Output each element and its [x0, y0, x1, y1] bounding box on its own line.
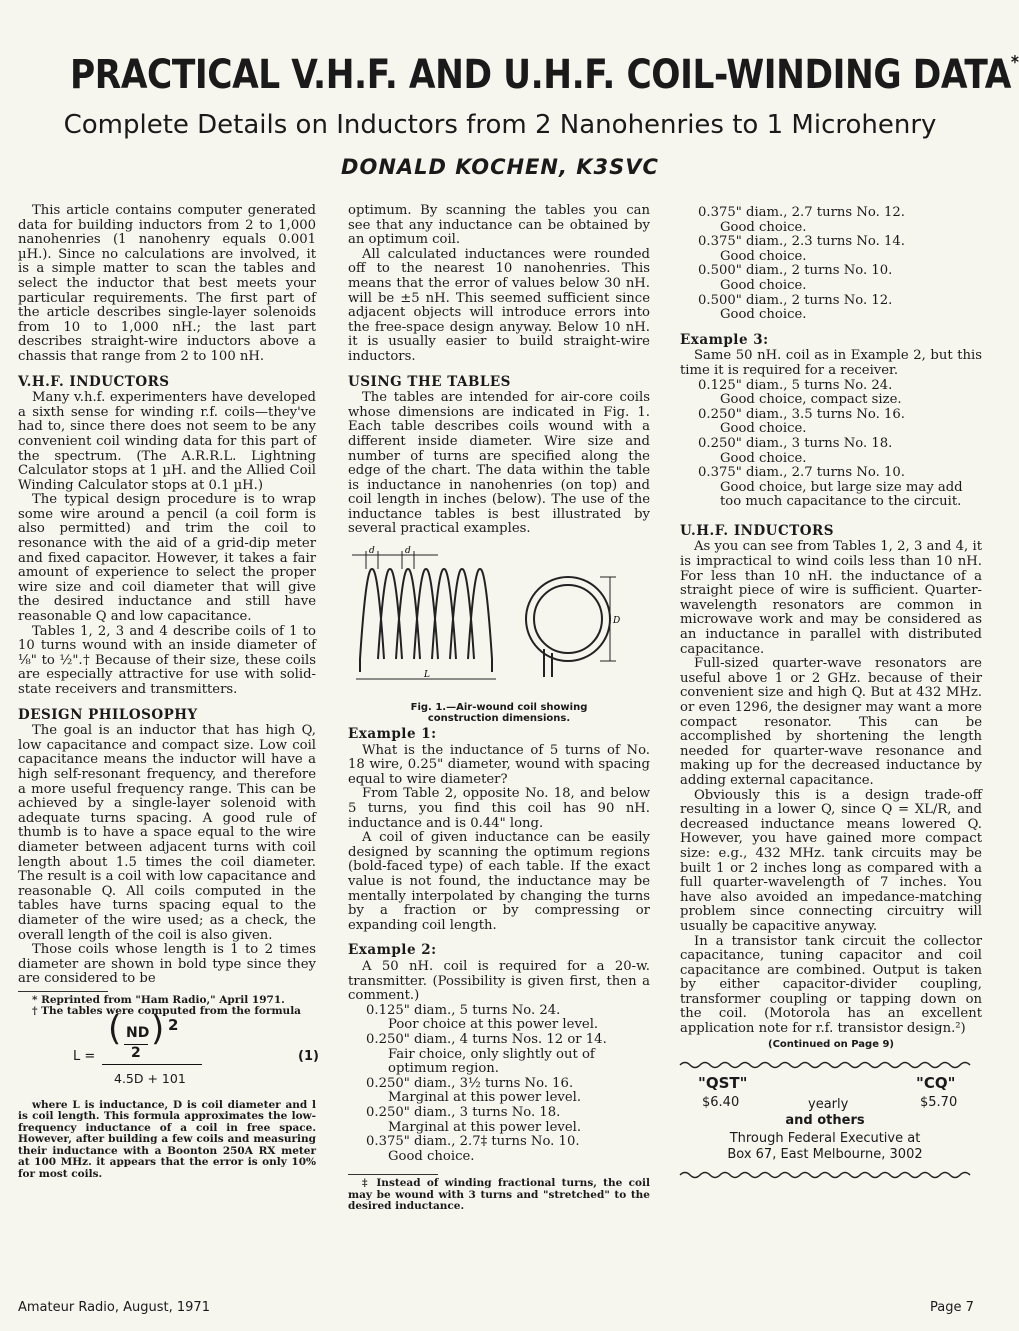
- example-2-option-2: 0.250" diam., 4 turns Nos. 12 or 14.: [366, 1031, 607, 1047]
- figure-1: [348, 546, 650, 724]
- formula-denominator: 4.5D + 101: [114, 1070, 186, 1086]
- column-2: [348, 204, 650, 1213]
- example-1-paragraph-2: From Table 2, opposite No. 18, and below 5 turns, you find this coil has 90 nH. inductance and is 0.44" long.: [348, 786, 650, 831]
- using-tables-heading: USING THE TABLES: [348, 373, 511, 390]
- ad-cq-price: $5.70: [920, 1095, 958, 1111]
- footnote-formula-explanation: where L is inductance, D is coil diameter and l is coil length. This formula approximates the low-frequency inductance of a coil in free space. However, after building a few coils and measuring their inductance with a Boonton 250A RX meter at 100 MHz. it appears that the error is only 10% for most coils.: [18, 1098, 316, 1180]
- uhf-inductors-heading: U.H.F. INDUCTORS: [680, 522, 834, 539]
- footnote-fractional-turns: ‡ Instead of winding fractional turns, the coil may be wound with 3 turns and "stretched" to the desired inductance.: [348, 1177, 650, 1213]
- footer-publication: Amateur Radio, August, 1971: [18, 1300, 210, 1315]
- example-2-note-7: Good choice.: [720, 248, 807, 264]
- formula-number: (1): [298, 1048, 319, 1064]
- footnote-formula-intro: † The tables were computed from the formula: [32, 1005, 301, 1018]
- formula-two: 2: [131, 1044, 141, 1061]
- example-2-option-9: 0.500" diam., 2 turns No. 12.: [698, 292, 893, 308]
- fig-label-L: L: [424, 670, 430, 681]
- continued-note: (Continued on Page 9): [768, 1038, 894, 1050]
- footnote-divider: [18, 991, 108, 992]
- ad-wavy-border-bottom: [680, 1170, 970, 1180]
- article-title: PRACTICAL V.H.F. AND U.H.F. COIL-WINDING DATA*: [70, 52, 1019, 98]
- figure-caption: [348, 702, 650, 724]
- figure-caption-line-2: construction dimensions.: [427, 712, 571, 724]
- example-1-paragraph-3: A coil of given inductance can be easily designed by scanning the optimum regions (bold-faced type) of each table. If the exact value is not found, the inductance may be mentally interpolated by changing the turns by a fraction or by compressing or expanding coil length.: [348, 830, 650, 933]
- footer-page-number: Page 7: [930, 1300, 974, 1315]
- formula-nd: ND: [126, 1024, 150, 1041]
- example-3-option-4: 0.375" diam., 2.7 turns No. 10.: [698, 465, 905, 481]
- example-3-option-3: 0.250" diam., 3 turns No. 18.: [698, 435, 893, 451]
- uhf-paragraph-3: Obviously this is a design trade-off resulting in a lower Q, since Q = XL/R, and decreased inductance means lowered Q. However, you have gained more compact size: e.g., 432 MHz. tank circuits may be built 1 or 2 inches long as compared with a full quarter-wavelength of 7 inches. You have also avoided an impedance-matching problem since connecting circuitry will usually be capacitive anyway.: [680, 787, 982, 934]
- fig-label-d1: d: [369, 546, 375, 557]
- example-2-paragraph: A 50 nH. coil is required for a 20-w. transmitter. (Possibility is given first, then a comment.): [348, 958, 650, 1004]
- example-2-note-6: Good choice.: [720, 219, 807, 235]
- example-3-note-1: Good choice, compact size.: [720, 392, 902, 408]
- vhf-inductors-heading: V.H.F. INDUCTORS: [18, 373, 170, 390]
- footnote-divider-2: [348, 1174, 438, 1175]
- design-philosophy-heading: DESIGN PHILOSOPHY: [18, 706, 198, 723]
- example-2-option-3: 0.250" diam., 3½ turns No. 16.: [366, 1075, 574, 1091]
- formula-main-bar: [102, 1064, 202, 1065]
- article-subtitle: Complete Details on Inductors from 2 Nanohenries to 1 Microhenry: [63, 110, 937, 140]
- ad-wavy-border-top: [680, 1060, 970, 1070]
- uhf-paragraph-2: Full-sized quarter-wave resonators are useful above 1 or 2 GHz. because of their convenient size and high Q. But at 432 MHz. or even 1296, the designer may want a more compact resonator. This can be accomplished by shortening the length needed for quarter-wave resonance and making up for the decreased inductance by adding external capacitance.: [680, 656, 982, 788]
- subscription-ad: [680, 1060, 982, 1185]
- vhf-paragraph-3: Tables 1, 2, 3 and 4 describe coils of 1 to 10 turns wound with an inside diameter of ⅛" to ½".† Because of their size, these coils are especially attractive for use with solid-state receivers and transmitters.: [18, 623, 316, 697]
- intro-paragraph: This article contains computer generated data for building inductors from 2 to 1,000 nanohenries (1 nanohenry equals 0.001 µH.). Since no calculations are involved, it is a simple matter to scan the tables and select the inductor that best meets your particular requirements. The first part of the article describes single-layer solenoids from 10 to 1,000 nH.; the last part describes straight-wire inductors above a chassis that range from 2 to 100 nH.: [18, 203, 316, 364]
- column-3: [680, 206, 982, 1185]
- figure-caption-line-1: Fig. 1.—Air-wound coil showing: [410, 701, 588, 713]
- ad-qst: "QST": [698, 1074, 748, 1093]
- ad-others: and others: [785, 1113, 865, 1129]
- example-2-heading: Example 2:: [348, 942, 437, 959]
- ad-cq: "CQ": [916, 1074, 956, 1093]
- coil-diagram: [348, 547, 650, 697]
- column-1: [18, 203, 319, 1180]
- uhf-paragraph-4: In a transistor tank circuit the collector capacitance, tuning capacitor and coil capacitance are combined. Output is taken by either capacitor-divider coupling, transformer coupling or tapping down on the coil. (Motorola has an excellent application note for r.f. transistor design.²): [680, 933, 982, 1037]
- example-2-option-8: 0.500" diam., 2 turns No. 10.: [698, 263, 893, 279]
- example-2-note-9: Good choice.: [720, 307, 807, 323]
- example-2-option-1: 0.125" diam., 5 turns No. 24.: [366, 1002, 561, 1018]
- ad-body: [680, 1074, 982, 1170]
- footnote-reprinted: * Reprinted from "Ham Radio," April 1971.: [32, 993, 285, 1006]
- example-2-note-1: Poor choice at this power level.: [388, 1017, 599, 1033]
- fig-label-D: D: [613, 616, 621, 627]
- example-2-option-5: 0.375" diam., 2.7‡ turns No. 10.: [366, 1134, 580, 1150]
- example-3-note-2: Good choice.: [720, 421, 807, 437]
- formula-lhs: L =: [73, 1048, 96, 1064]
- example-2-note-2: Fair choice, only slightly out of optimum region.: [388, 1046, 595, 1077]
- vhf-paragraph-2: The typical design procedure is to wrap some wire around a pencil (a coil form is also permitted) and trim the coil to resonance with the aid of a grid-dip meter and fixed capacitor. However, it takes a fair amount of experience to select the proper wire size and coil diameter that will give the desired inductance and still have reasonable Q and low capacitance.: [18, 492, 316, 625]
- uhf-paragraph-1: As you can see from Tables 1, 2, 3 and 4, it is impractical to wind coils less than 10 nH. For less than 10 nH. the inductance of a straight piece of wire is sufficient. Quarter-wavelength resonators are common in microwave work and may be considered as an inductance in parallel with distributed capacitance.: [680, 539, 982, 657]
- example-3-note-4: Good choice, but large size may add too much capacitance to the circuit.: [720, 479, 963, 510]
- example-1-paragraph-1: What is the inductance of 5 turns of No. 18 wire, 0.25" diameter, wound with spacing equal to wire diameter?: [348, 742, 650, 787]
- design-paragraph-2: Those coils whose length is 1 to 2 times diameter are shown in bold type since they are considered to be: [18, 942, 316, 987]
- rounding-paragraph: All calculated inductances were rounded off to the nearest 10 nanohenries. This means that the error of values below 30 nH. will be ±5 nH. This seemed sufficient since adjacent objects will introduce errors into the free-space design anyway. Below 10 nH. it is usually easier to build straight-wire inductors.: [348, 246, 650, 364]
- example-2-option-6: 0.375" diam., 2.7 turns No. 12.: [698, 205, 905, 220]
- optimum-paragraph: optimum. By scanning the tables you can see that any inductance can be obtained by an optimum coil.: [348, 203, 650, 248]
- title-footnote-mark: *: [1010, 52, 1019, 73]
- example-3-option-1: 0.125" diam., 5 turns No. 24.: [698, 377, 893, 393]
- vhf-paragraph-1: Many v.h.f. experimenters have developed a sixth sense for winding r.f. coils—they've had to, since there does not seem to be any convenient coil winding data for this part of the spectrum. (The A.R.R.L. Lightning Calculator stops at 1 µH. and the Allied Coil Winding Calculator stops at 0.1 µH.): [18, 390, 316, 493]
- example-3-option-2: 0.250" diam., 3.5 turns No. 16.: [698, 406, 905, 422]
- example-1-heading: Example 1:: [348, 726, 437, 743]
- coil-side-view: [360, 569, 492, 672]
- example-2-note-5: Good choice.: [388, 1148, 475, 1164]
- using-tables-paragraph: The tables are intended for air-core coils whose dimensions are indicated in Fig. 1. Each table describes coils wound with a different inside diameter. Wire size and number of turns are specified along the edge of the chart. The data within the table is inductance in nanohenries (on top) and coil length in inches (below). The use of the inductance tables is best illustrated by several practical examples.: [348, 390, 650, 537]
- example-2-note-3: Marginal at this power level.: [388, 1090, 582, 1106]
- example-2-option-7: 0.375" diam., 2.3 turns No. 14.: [698, 234, 905, 250]
- ad-qst-price: $6.40: [702, 1095, 740, 1111]
- formula-exponent: 2: [168, 1015, 179, 1034]
- ad-yearly: yearly: [808, 1097, 849, 1113]
- example-2-note-4: Marginal at this power level.: [388, 1119, 582, 1135]
- example-3-heading: Example 3:: [680, 331, 769, 348]
- ad-line-1: Through Federal Executive at: [729, 1131, 921, 1147]
- design-paragraph-1: The goal is an inductor that has high Q, low capacitance and compact size. Low coil capacitance means the inductor will have a high self-resonant frequency, and therefore a more useful frequency range. This can be achieved by a single-layer solenoid with adequate turns spacing. A good rule of thumb is to have a space equal to the wire diameter between adjacent turns with coil length about 1.5 times the coil diameter. The result is a coil with low capacitance and reasonable Q. All coils computed in the tables have turns spacing equal to the diameter of the wire used; as a check, the overall length of the coil is also given.: [18, 723, 316, 943]
- example-2-note-8: Good choice.: [720, 277, 807, 293]
- ad-line-2: Box 67, East Melbourne, 3002: [727, 1147, 923, 1163]
- formula-paren-open: (: [108, 1008, 122, 1049]
- example-3-note-3: Good choice.: [720, 450, 807, 466]
- example-3-paragraph: Same 50 nH. coil as in Example 2, but this time it is required for a receiver.: [680, 348, 982, 378]
- article-author: DONALD KOCHEN, K3SVC: [341, 155, 659, 179]
- example-2-option-4: 0.250" diam., 3 turns No. 18.: [366, 1104, 561, 1120]
- formula-paren-close: ): [151, 1008, 165, 1049]
- fig-label-d2: d: [405, 546, 411, 557]
- coil-end-view: [526, 577, 610, 677]
